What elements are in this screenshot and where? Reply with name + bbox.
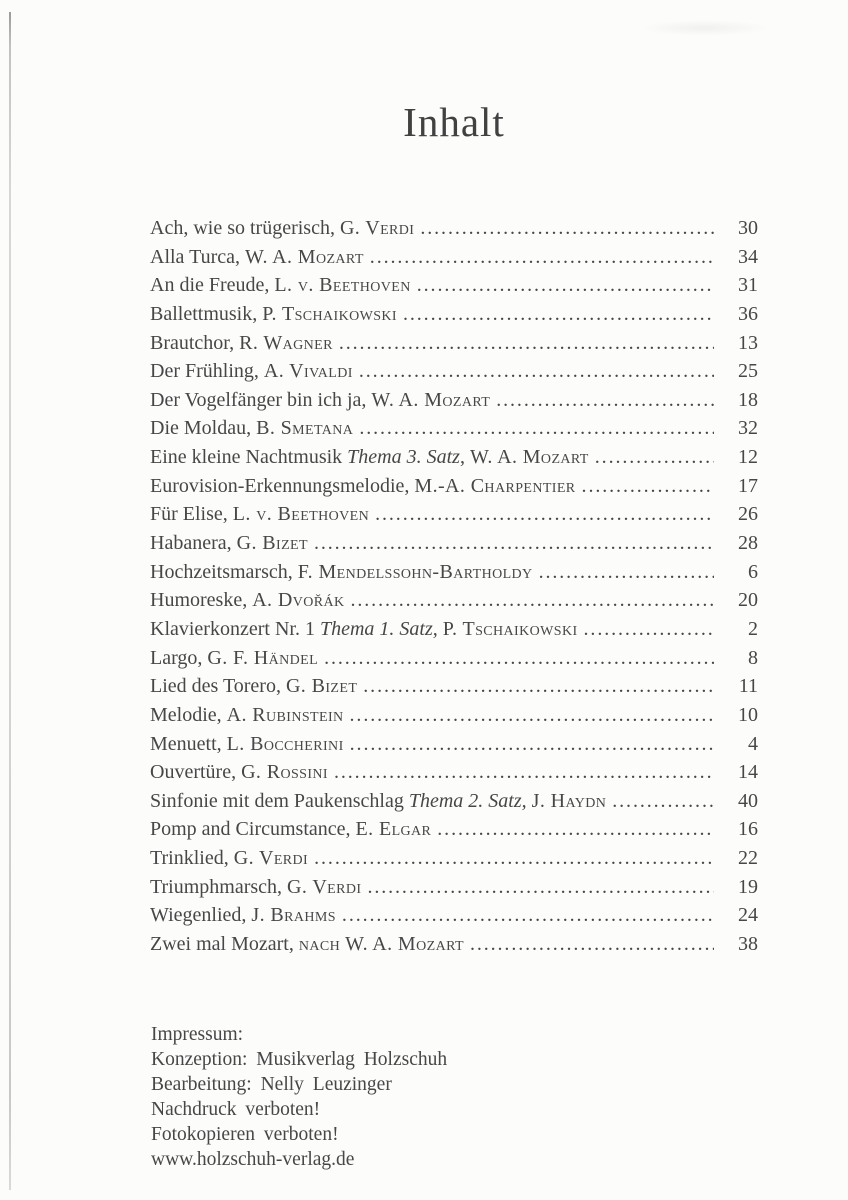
toc-entry-title [150, 500, 369, 529]
toc-entry-title-text: Melodie, [150, 703, 227, 726]
dot-leader [342, 901, 714, 930]
impressum-line: Konzeption: Musikverlag Holzschuh [151, 1049, 448, 1070]
toc-entry-composer: G. Bizet [236, 532, 308, 555]
toc-entry-page-number: 2 [748, 617, 758, 640]
toc-entry-title-text: Pomp and Circumstance, [150, 818, 356, 841]
toc-entry-title [150, 558, 533, 587]
dot-leader [582, 472, 714, 501]
toc-entry-title [150, 644, 318, 673]
dot-leader [375, 500, 714, 529]
toc-entry-page-number: 24 [738, 904, 758, 927]
toc-entry-title [150, 615, 578, 644]
toc-entry [150, 758, 758, 787]
toc-entry-page-number: 31 [738, 274, 758, 297]
dot-leader [339, 329, 714, 358]
toc-entry-title-text: Trinklied, [150, 847, 234, 870]
toc-entry [150, 329, 758, 358]
dot-leader [324, 644, 714, 673]
toc-entry-title-text: Für Elise, [150, 503, 233, 526]
toc-entry [150, 500, 758, 529]
toc-entry-page-number: 22 [738, 847, 758, 870]
toc-entry [150, 243, 758, 272]
toc-entry-title [150, 586, 344, 615]
toc-entry-title [150, 815, 431, 844]
toc-entry-page-number: 13 [738, 331, 758, 354]
toc-entry-title-text: Zwei mal Mozart, [150, 933, 299, 956]
toc-entry-title-text: Menuett, [150, 732, 227, 755]
toc-entry-page-number: 10 [738, 703, 758, 726]
toc-entry [150, 443, 758, 472]
toc-entry-page-number: 34 [738, 245, 758, 268]
toc-entry [150, 644, 758, 673]
dot-leader [350, 730, 714, 759]
toc-entry-page-number: 14 [738, 761, 758, 784]
toc-entry [150, 529, 758, 558]
toc-entry-title [150, 300, 397, 329]
impressum-line: Impressum: [151, 1024, 244, 1045]
toc-entry-title-suffix: , [459, 446, 470, 469]
toc-entry-composer: L. v. Beethoven [274, 274, 411, 297]
toc-entry-title [150, 243, 364, 272]
toc-entry-composer: J. Brahms [251, 904, 336, 927]
toc-entry-title-text: Der Frühling, [150, 360, 264, 383]
toc-entry-title [150, 529, 308, 558]
toc-entry-page-number: 16 [738, 818, 758, 841]
toc-entry-title [150, 701, 344, 730]
toc-entry-title-text: Ouvertüre, [150, 761, 242, 784]
toc-entry-composer: A. Rubinstein [226, 703, 344, 726]
toc-entry-composer: M.-A. Charpentier [414, 474, 576, 497]
toc-entry-title [150, 672, 357, 701]
toc-entry-title [150, 214, 414, 243]
toc-entry [150, 930, 758, 959]
toc-entry-title [150, 758, 328, 787]
dot-leader [314, 529, 714, 558]
toc-entry-page-number: 18 [738, 388, 758, 411]
toc-entry-title-text: Humoreske, [150, 589, 253, 612]
toc-entry-title-text: Ballettmusik, [150, 302, 263, 325]
toc-entry-title-text: Sinfonie mit dem Paukenschlag [150, 789, 409, 812]
toc-entry-title-text: Triumphmarsch, [150, 875, 288, 898]
toc-entry-title-italic: Thema 3. Satz [347, 446, 460, 469]
impressum-line: Nachdruck verboten! [151, 1099, 321, 1120]
dot-leader [363, 672, 714, 701]
toc-entry-composer: A. Dvořák [252, 589, 345, 612]
scan-artifact [640, 20, 770, 36]
dot-leader [359, 414, 714, 443]
toc-entry-title [150, 844, 308, 873]
toc-entry-composer: J. Haydn [531, 789, 607, 812]
toc-entry-title [150, 787, 606, 816]
toc-entry-title-text: Klavierkonzert Nr. 1 [150, 617, 320, 640]
toc-entry [150, 815, 758, 844]
dot-leader [350, 586, 714, 615]
toc-entry-composer: W. A. Mozart [469, 446, 589, 469]
toc-entry [150, 386, 758, 415]
dot-leader [367, 873, 714, 902]
toc-entry-title-italic: Thema 1. Satz, [319, 617, 438, 640]
toc-entry-page-number: 40 [738, 789, 758, 812]
toc-entry-title [150, 414, 353, 443]
toc-entry [150, 357, 758, 386]
toc-entry-composer: G. Verdi [233, 847, 309, 870]
dot-leader [612, 787, 714, 816]
toc-entry-composer: F. Mendelssohn-Bartholdy [297, 560, 533, 583]
toc-entry-title [150, 901, 336, 930]
toc-entry [150, 844, 758, 873]
toc-entry-composer: G. F. Händel [207, 646, 319, 669]
toc-entry [150, 787, 758, 816]
toc-entry-composer: A. Vivaldi [263, 360, 353, 383]
dot-leader [370, 243, 714, 272]
toc-entry-title-text: Habanera, [150, 532, 237, 555]
toc-entry-title [150, 271, 411, 300]
dot-leader [496, 386, 714, 415]
dot-leader [314, 844, 714, 873]
toc-entry-title-text: Wiegenlied, [150, 904, 252, 927]
toc-entry-title-text: Ach, wie so trügerisch, [150, 217, 340, 239]
toc-entry [150, 586, 758, 615]
toc-entry-title-text: An die Freude, [150, 274, 275, 297]
toc-entry-page-number: 25 [738, 360, 758, 383]
toc-entry-composer: L. Boccherini [226, 732, 344, 755]
toc-entry-title-text: Alla Turca, [150, 245, 245, 268]
dot-leader [359, 357, 714, 386]
dot-leader [437, 815, 714, 844]
toc-entry-composer: P. Tschaikowski [262, 302, 397, 325]
toc-entry-title [150, 930, 464, 959]
toc-entry [150, 558, 758, 587]
toc-entry-composer: nach W. A. Mozart [298, 933, 464, 956]
toc-entry-composer: G. Verdi [287, 875, 362, 898]
toc-entry-page-number: 36 [738, 302, 758, 325]
toc-entry-title [150, 386, 490, 415]
toc-entry-title-text: Brautchor, [150, 331, 240, 354]
impressum-block [151, 1022, 447, 1172]
toc-entry-title-text: Lied des Torero, [150, 675, 286, 698]
page-title: Inhalt [403, 99, 505, 145]
dot-leader [350, 701, 714, 730]
toc-entry [150, 414, 758, 443]
toc-entry-title-text: Die Moldau, [150, 417, 257, 440]
toc-entry-title [150, 472, 576, 501]
toc-entry-composer: W. A. Mozart [371, 388, 491, 411]
toc-entry-title-text: Eurovision-Erkennungsmelodie, [150, 474, 415, 497]
toc-entry-composer: L. v. Beethoven [232, 503, 370, 526]
page-edge-shadow [9, 12, 11, 1190]
toc-entry [150, 672, 758, 701]
dot-leader [417, 271, 714, 300]
toc-entry-title-text: Hochzeitsmarsch, [150, 560, 298, 583]
dot-leader [539, 558, 714, 587]
dot-leader [470, 930, 714, 959]
dot-leader [403, 300, 714, 329]
toc-entry-title [150, 730, 344, 759]
dot-leader [334, 758, 714, 787]
toc-entry [150, 214, 758, 243]
toc-entry-page-number: 20 [738, 589, 758, 612]
toc-entry [150, 472, 758, 501]
impressum-line: Bearbeitung: Nelly Leuzinger [151, 1074, 392, 1095]
toc-entry [150, 730, 758, 759]
toc-entry-composer: P. Tschaikowski [442, 617, 578, 640]
toc-entry-composer: G. Bizet [285, 675, 358, 698]
dot-leader [584, 615, 714, 644]
toc-entry-title [150, 357, 353, 386]
toc-entry [150, 615, 758, 644]
toc-entry-page-number: 12 [738, 446, 758, 469]
toc-entry-page-number: 28 [738, 532, 758, 555]
dot-leader [420, 214, 714, 243]
toc-entry-page-number: 8 [748, 646, 758, 669]
toc-entry [150, 873, 758, 902]
toc-entry [150, 271, 758, 300]
toc-entry [150, 300, 758, 329]
toc-entry-composer: G. Verdi [339, 217, 415, 239]
toc-entry-page-number: 32 [738, 417, 758, 440]
toc-entry-composer: E. Elgar [355, 818, 432, 841]
toc-entry-title-text: Eine kleine Nachtmusik [150, 446, 348, 469]
toc-entry-page-number: 26 [738, 503, 758, 526]
toc-entry-title [150, 443, 589, 472]
toc-entry-page-number: 30 [738, 217, 758, 239]
toc-entry-page-number: 19 [738, 875, 758, 898]
toc-entry-title [150, 329, 333, 358]
impressum-line: Fotokopieren verboten! [151, 1124, 339, 1145]
toc-entry [150, 901, 758, 930]
toc-entry-page-number: 38 [738, 933, 758, 956]
toc-entry-title-text: Der Vogelfänger bin ich ja, [150, 388, 372, 411]
toc-entry-page-number: 11 [738, 675, 758, 698]
toc-entry-composer: B. Smetana [256, 417, 354, 440]
impressum-line: www.holzschuh-verlag.de [151, 1149, 355, 1170]
toc-entry-composer: G. Rossini [241, 761, 328, 784]
toc-entry-composer: R. Wagner [239, 331, 333, 354]
toc-list [150, 214, 758, 959]
toc-entry-title-italic: Thema 2. Satz, [408, 789, 527, 812]
toc-entry-title-text: Largo, [150, 646, 208, 669]
toc-entry-page-number: 17 [738, 474, 758, 497]
dot-leader [595, 443, 714, 472]
toc-entry-title [150, 873, 361, 902]
toc-entry-page-number: 6 [748, 560, 758, 583]
toc-entry-page-number: 4 [748, 732, 758, 755]
toc-entry [150, 701, 758, 730]
toc-entry-composer: W. A. Mozart [245, 245, 364, 268]
